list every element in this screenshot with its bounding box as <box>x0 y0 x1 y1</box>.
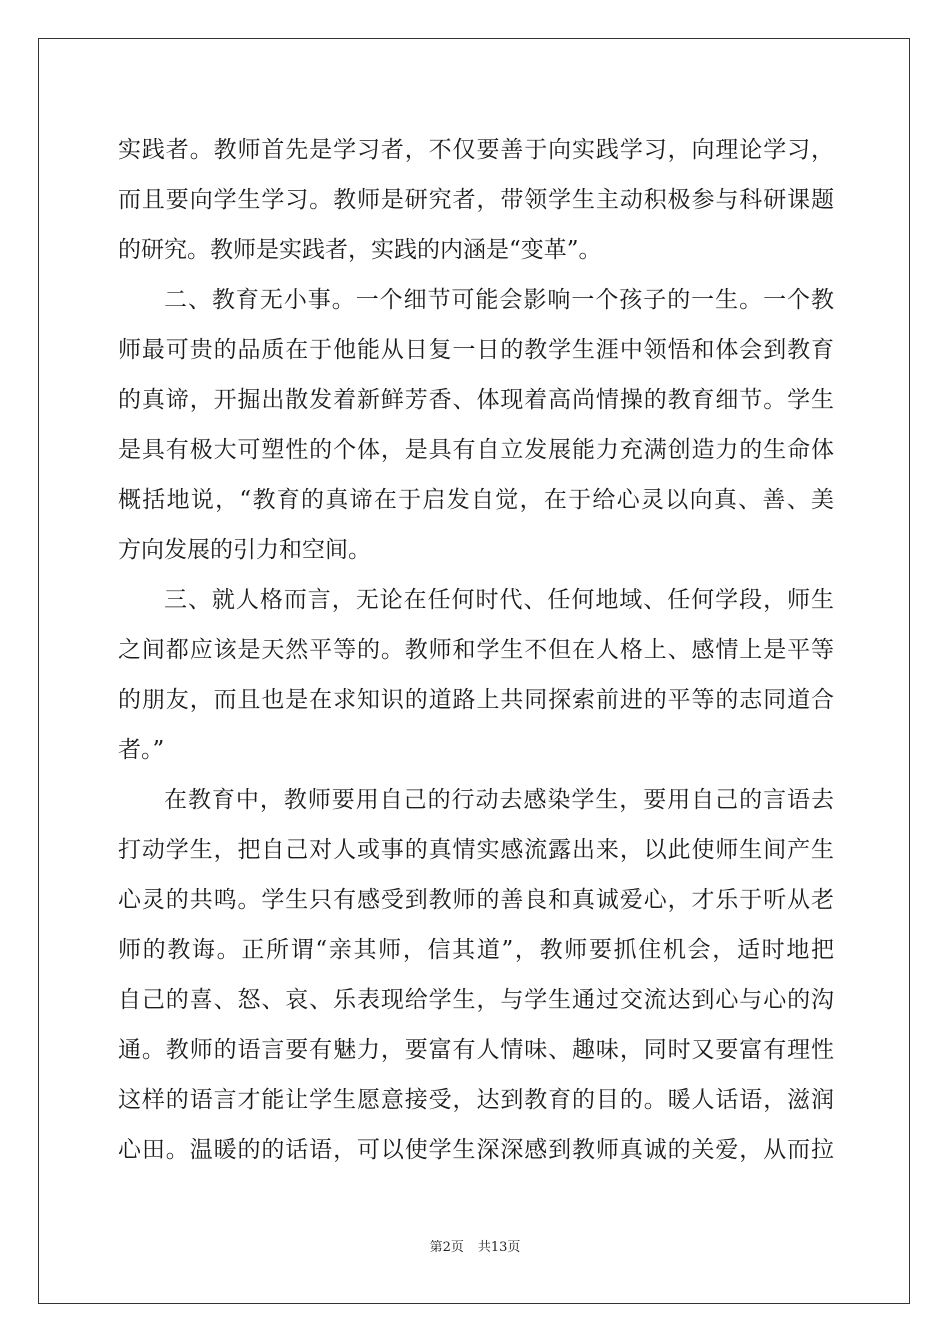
text-line: 师的教诲。正所谓“亲其师，信其道”，教师要抓住机会，适时地把 <box>118 937 834 963</box>
paragraph-first-line: 三、就人格而言，无论在任何时代、任何地域、任何学段，师生 <box>164 587 834 613</box>
text-line: 通。教师的语言要有魅力，要富有人情味、趣味，同时又要富有理性 <box>118 1037 834 1063</box>
text-line: 打动学生，把自己对人或事的真情实感流露出来，以此使师生间产生 <box>118 837 834 863</box>
text-line: 心灵的共鸣。学生只有感受到教师的善良和真诚爱心，才乐于听从老 <box>118 887 834 913</box>
text-line: 这样的语言才能让学生愿意接受，达到教育的目的。暖人话语，滋润 <box>118 1087 834 1113</box>
page-number: 第2页 <box>429 1240 464 1255</box>
text-line: 是具有极大可塑性的个体，是具有自立发展能力充满创造力的生命体 <box>118 437 834 463</box>
text-line: 的真谛，开掘出散发着新鲜芳香、体现着高尚情操的教育细节。学生 <box>118 387 834 413</box>
text-line: 而且要向学生学习。教师是研究者，带领学生主动积极参与科研课题 <box>118 187 834 213</box>
text-line: 的朋友，而且也是在求知识的道路上共同探索前进的平等的志同道合 <box>118 687 834 713</box>
text-line: 的研究。教师是实践者，实践的内涵是“变革”。 <box>118 237 602 263</box>
text-line: 师最可贵的品质在于他能从日复一日的教学生涯中领悟和体会到教育 <box>118 337 834 363</box>
text-line: 概括地说，“教育的真谛在于启发自觉，在于给心灵以向真、善、美 <box>118 487 834 513</box>
text-line: 之间都应该是天然平等的。教师和学生不但在人格上、感情上是平等 <box>118 637 834 663</box>
text-line: 心田。温暖的的话语，可以使学生深深感到教师真诚的关爱，从而拉 <box>118 1137 834 1163</box>
text-line: 者。” <box>118 737 165 763</box>
page-footer <box>0 1238 950 1258</box>
text-line: 方向发展的引力和空间。 <box>118 537 371 563</box>
text-line: 自己的喜、怒、哀、乐表现给学生，与学生通过交流达到心与心的沟 <box>118 987 834 1013</box>
text-line: 实践者。教师首先是学习者，不仅要善于向实践学习，向理论学习， <box>118 137 834 163</box>
total-pages: 共13页 <box>477 1240 521 1255</box>
paragraph-first-line: 二、教育无小事。一个细节可能会影响一个孩子的一生。一个教 <box>164 287 834 313</box>
paragraph-first-line: 在教育中，教师要用自己的行动去感染学生，要用自己的言语去 <box>164 787 834 813</box>
